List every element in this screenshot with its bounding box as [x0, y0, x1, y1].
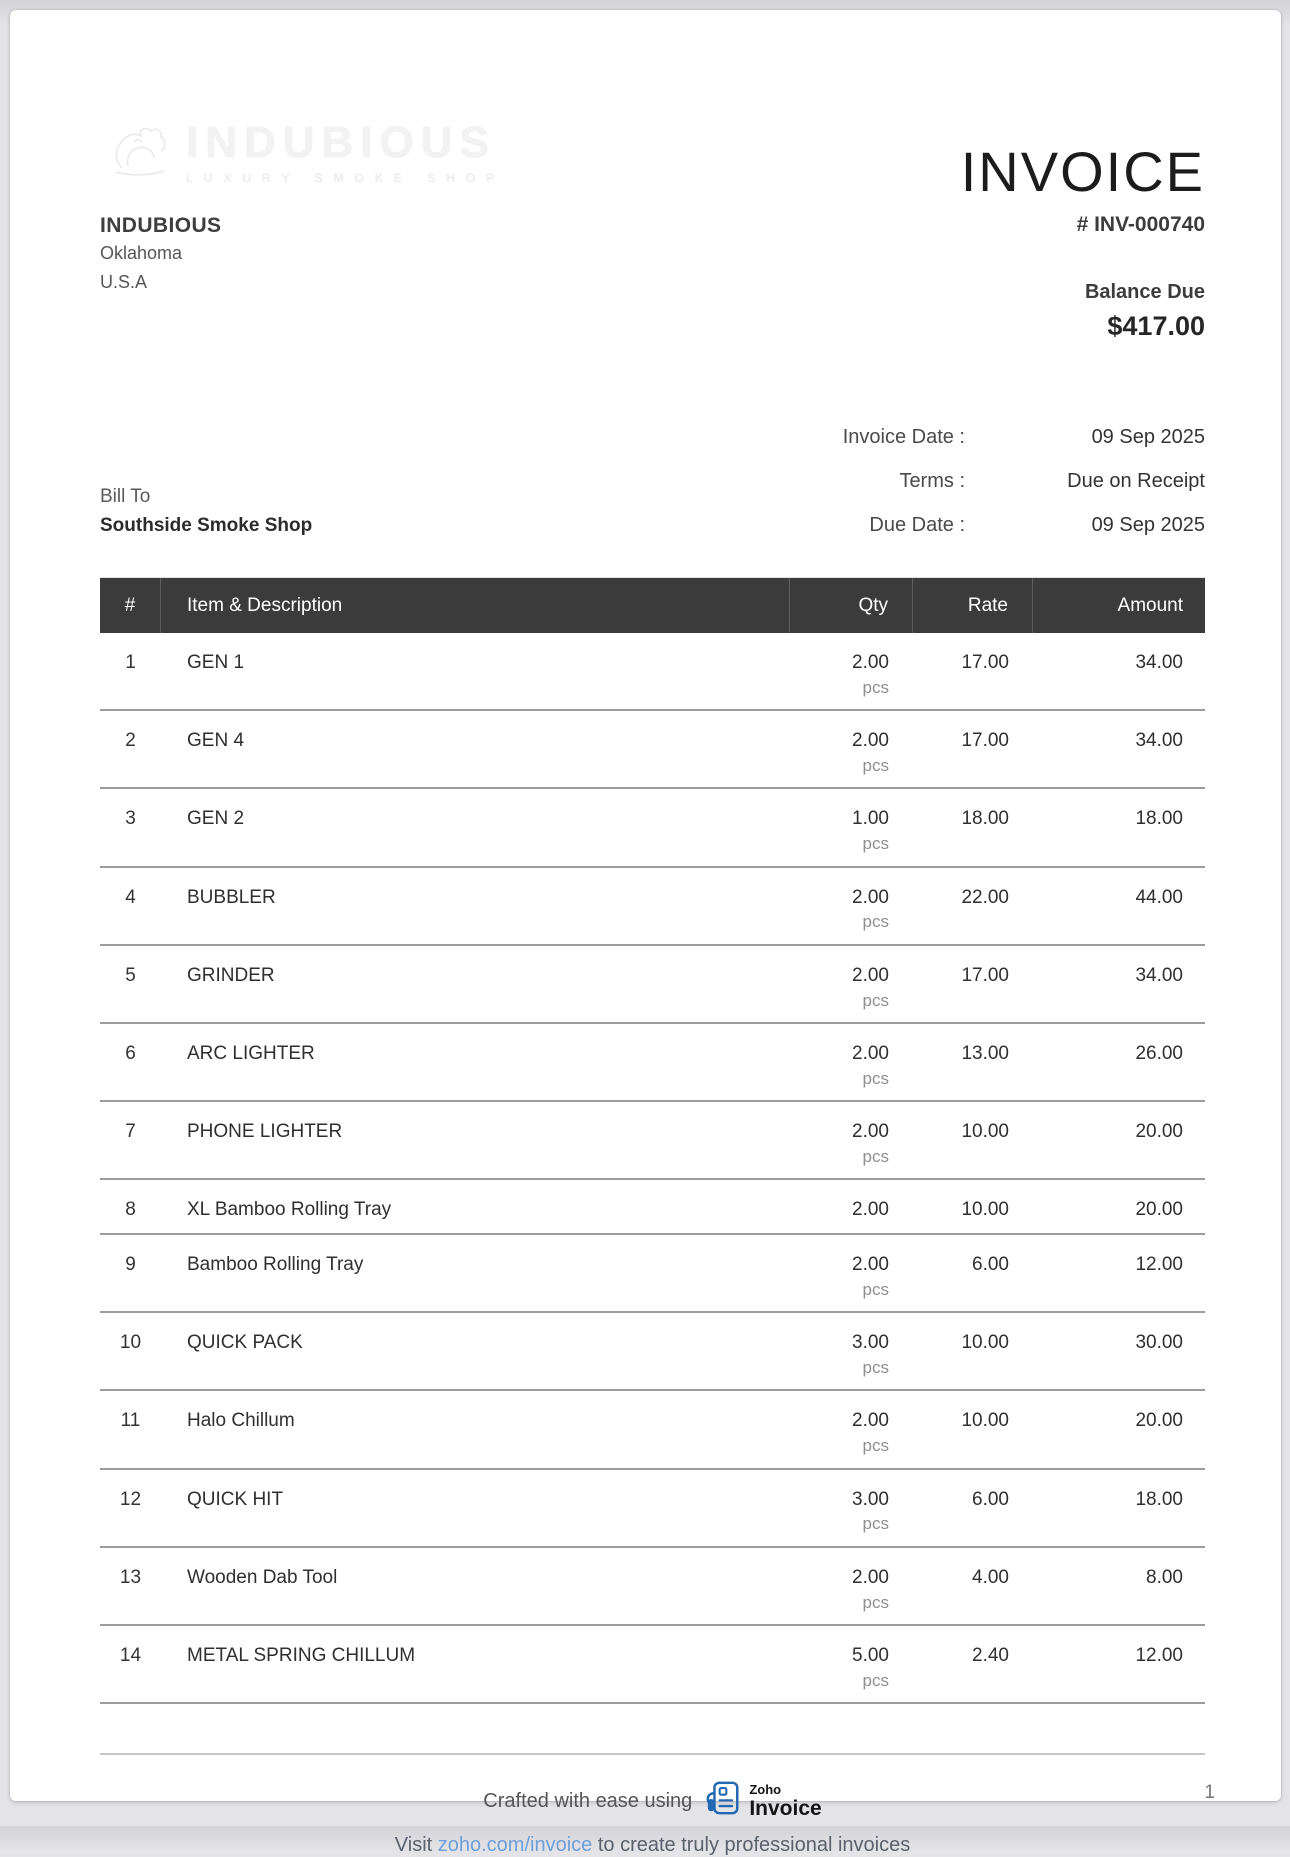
row-number: 7 — [125, 1121, 136, 1143]
row-qty — [790, 652, 913, 698]
header-qty: Qty — [790, 578, 913, 633]
logo-tagline: LUXURY SMOKE SHOP — [186, 171, 506, 185]
row-amount: 26.00 — [1135, 1042, 1183, 1064]
row-item-description: XL Bamboo Rolling Tray — [187, 1199, 392, 1221]
row-qty-value: 2.00 — [852, 1199, 889, 1221]
row-item-description: GEN 2 — [187, 808, 245, 830]
page-number: 1 — [1204, 1782, 1215, 1803]
terms-label: Terms : — [899, 470, 965, 492]
row-qty-unit: pcs — [862, 1068, 889, 1088]
row-qty — [790, 730, 913, 776]
invoice-logo-text: Invoice — [749, 1797, 822, 1821]
seller-address-line1: Oklahoma — [100, 243, 183, 263]
row-qty-value: 5.00 — [852, 1645, 889, 1667]
row-rate: 10.00 — [961, 1410, 1009, 1432]
row-number: 9 — [125, 1254, 136, 1276]
row-qty-unit: pcs — [862, 1514, 889, 1534]
row-number: 4 — [125, 886, 136, 908]
logo-wordmark: INDUBIOUS — [186, 118, 496, 167]
row-item-description: GEN 4 — [187, 730, 245, 752]
terms-value: Due on Receipt — [1067, 470, 1205, 492]
bill-to-label: Bill To — [100, 486, 151, 507]
row-qty — [790, 1332, 913, 1378]
row-number: 1 — [125, 652, 136, 673]
header-number: # — [100, 578, 161, 633]
row-amount: 12.00 — [1135, 1645, 1183, 1667]
row-qty-unit: pcs — [862, 1592, 889, 1612]
table-body — [100, 633, 1205, 1704]
row-rate: 2.40 — [972, 1645, 1009, 1667]
row-amount: 34.00 — [1135, 730, 1183, 752]
row-qty-value: 2.00 — [852, 1566, 889, 1588]
table-row — [100, 946, 1205, 1024]
balance-due-label: Balance Due — [1084, 281, 1205, 303]
row-number: 11 — [120, 1410, 141, 1432]
row-qty — [790, 965, 913, 1011]
row-amount: 34.00 — [1135, 964, 1183, 986]
row-qty-unit: pcs — [862, 1436, 889, 1456]
row-qty-value: 2.00 — [852, 1121, 889, 1143]
row-amount: 12.00 — [1135, 1254, 1183, 1276]
invoice-date-value: 09 Sep 2025 — [1091, 426, 1205, 448]
row-number: 10 — [119, 1332, 142, 1354]
footer — [100, 1779, 1205, 1857]
row-qty — [790, 808, 913, 854]
row-number: 12 — [119, 1488, 142, 1510]
row-rate: 10.00 — [961, 1199, 1009, 1221]
table-header — [100, 577, 1205, 633]
row-qty — [790, 1410, 913, 1456]
table-row — [100, 633, 1205, 711]
seller-name: INDUBIOUS — [100, 214, 222, 237]
row-rate: 17.00 — [961, 652, 1009, 673]
line-items-table — [100, 577, 1205, 1704]
table-row — [100, 789, 1205, 867]
visit-text-suffix: to create truly professional invoices — [592, 1834, 911, 1857]
row-qty-unit: pcs — [862, 755, 889, 775]
visit-text-prefix: Visit — [394, 1834, 438, 1857]
row-rate: 10.00 — [961, 1121, 1009, 1143]
row-number: 2 — [125, 730, 136, 752]
row-item-description: GRINDER — [187, 964, 275, 986]
row-amount: 20.00 — [1135, 1410, 1183, 1432]
row-number: 13 — [119, 1566, 142, 1588]
terms-row — [745, 470, 1205, 493]
row-number: 5 — [125, 964, 136, 986]
invoice-meta — [745, 426, 1205, 537]
balance-due-amount: $417.00 — [1107, 311, 1205, 341]
invoice-date-label: Invoice Date : — [842, 426, 965, 448]
row-item-description: Wooden Dab Tool — [187, 1566, 338, 1588]
due-date-value: 09 Sep 2025 — [1091, 514, 1205, 536]
row-rate: 4.00 — [972, 1566, 1009, 1588]
row-qty-unit: pcs — [862, 990, 889, 1010]
row-qty-unit: pcs — [862, 834, 889, 854]
row-qty-value: 2.00 — [852, 652, 889, 673]
row-item-description: METAL SPRING CHILLUM — [187, 1645, 416, 1667]
row-item-description: ARC LIGHTER — [187, 1042, 315, 1064]
row-item-description: PHONE LIGHTER — [187, 1121, 343, 1143]
seller-block — [100, 118, 506, 342]
table-row — [100, 1180, 1205, 1235]
row-qty — [790, 887, 913, 933]
company-logo — [108, 118, 506, 185]
row-rate: 13.00 — [961, 1042, 1009, 1064]
footer-divider — [100, 1753, 1205, 1755]
table-row — [100, 711, 1205, 789]
row-qty-value: 2.00 — [852, 1042, 889, 1064]
row-rate: 18.00 — [961, 808, 1009, 830]
row-qty-unit: pcs — [862, 1358, 889, 1378]
invoice-date-row — [745, 426, 1205, 449]
table-row — [100, 1102, 1205, 1180]
header-rate: Rate — [913, 578, 1033, 633]
row-amount: 8.00 — [1146, 1566, 1183, 1588]
crafted-text: Crafted with ease using — [483, 1789, 693, 1812]
table-row — [100, 1470, 1205, 1548]
row-qty-value: 2.00 — [852, 886, 889, 908]
row-qty-unit: pcs — [862, 1146, 889, 1166]
row-amount: 44.00 — [1135, 886, 1183, 908]
row-number: 3 — [125, 808, 136, 830]
row-rate: 10.00 — [961, 1332, 1009, 1354]
invoice-page — [10, 10, 1281, 1857]
table-row — [100, 868, 1205, 946]
seller-address-line2: U.S.A — [100, 271, 148, 292]
lion-logo-icon — [108, 122, 172, 185]
bill-to-name: Southside Smoke Shop — [100, 515, 313, 536]
row-qty-value: 1.00 — [852, 808, 889, 830]
table-row — [100, 1391, 1205, 1469]
row-qty-value: 2.00 — [852, 1410, 889, 1432]
row-rate: 22.00 — [961, 886, 1009, 908]
row-item-description: Bamboo Rolling Tray — [187, 1254, 364, 1276]
row-qty-value: 2.00 — [852, 730, 889, 752]
row-number: 6 — [125, 1042, 136, 1064]
row-qty — [790, 1043, 913, 1089]
row-rate: 6.00 — [972, 1488, 1009, 1510]
row-qty — [790, 1645, 913, 1691]
row-qty — [790, 1567, 913, 1613]
row-qty-value: 2.00 — [852, 964, 889, 986]
row-item-description: GEN 1 — [187, 652, 245, 673]
zoho-invoice-logo — [704, 1779, 821, 1823]
row-rate: 6.00 — [972, 1254, 1009, 1276]
header-description: Item & Description — [161, 578, 790, 633]
row-qty-unit: pcs — [862, 1279, 889, 1299]
row-qty-unit: pcs — [862, 1670, 889, 1690]
row-qty — [790, 1254, 913, 1300]
row-rate: 17.00 — [961, 964, 1009, 986]
due-date-row — [745, 514, 1205, 537]
row-amount: 20.00 — [1135, 1121, 1183, 1143]
row-amount: 20.00 — [1135, 1199, 1183, 1221]
row-qty-unit: pcs — [862, 912, 889, 932]
row-amount: 18.00 — [1135, 808, 1183, 830]
row-item-description: Halo Chillum — [187, 1410, 295, 1432]
row-qty — [790, 1489, 913, 1535]
table-row — [100, 1313, 1205, 1391]
row-item-description: QUICK HIT — [187, 1488, 284, 1510]
row-number: 8 — [125, 1199, 136, 1221]
bill-to-block — [100, 486, 312, 537]
row-amount: 30.00 — [1135, 1332, 1183, 1354]
due-date-label: Due Date : — [869, 514, 965, 536]
row-qty-value: 3.00 — [852, 1488, 889, 1510]
row-qty-value: 2.00 — [852, 1254, 889, 1276]
row-qty-unit: pcs — [862, 677, 889, 697]
header-amount: Amount — [1117, 594, 1183, 616]
zoho-logo-text: Zoho — [749, 1782, 782, 1798]
invoice-title: INVOICE — [960, 140, 1205, 203]
row-rate: 17.00 — [961, 730, 1009, 752]
row-qty-value: 3.00 — [852, 1332, 889, 1354]
row-amount: 34.00 — [1135, 652, 1183, 673]
zoho-invoice-link[interactable]: zoho.com/invoice — [437, 1834, 593, 1857]
row-qty — [790, 1121, 913, 1167]
invoice-number: # INV-000740 — [1076, 213, 1205, 236]
row-item-description: QUICK PACK — [187, 1332, 303, 1354]
invoice-header-block — [960, 140, 1205, 342]
table-row — [100, 1024, 1205, 1102]
row-qty — [790, 1199, 913, 1222]
zoho-invoice-icon — [704, 1779, 742, 1823]
table-row — [100, 1235, 1205, 1313]
row-amount: 18.00 — [1135, 1488, 1183, 1510]
row-number: 14 — [119, 1645, 142, 1667]
table-row — [100, 1626, 1205, 1704]
row-item-description: BUBBLER — [187, 886, 276, 908]
table-row — [100, 1548, 1205, 1626]
